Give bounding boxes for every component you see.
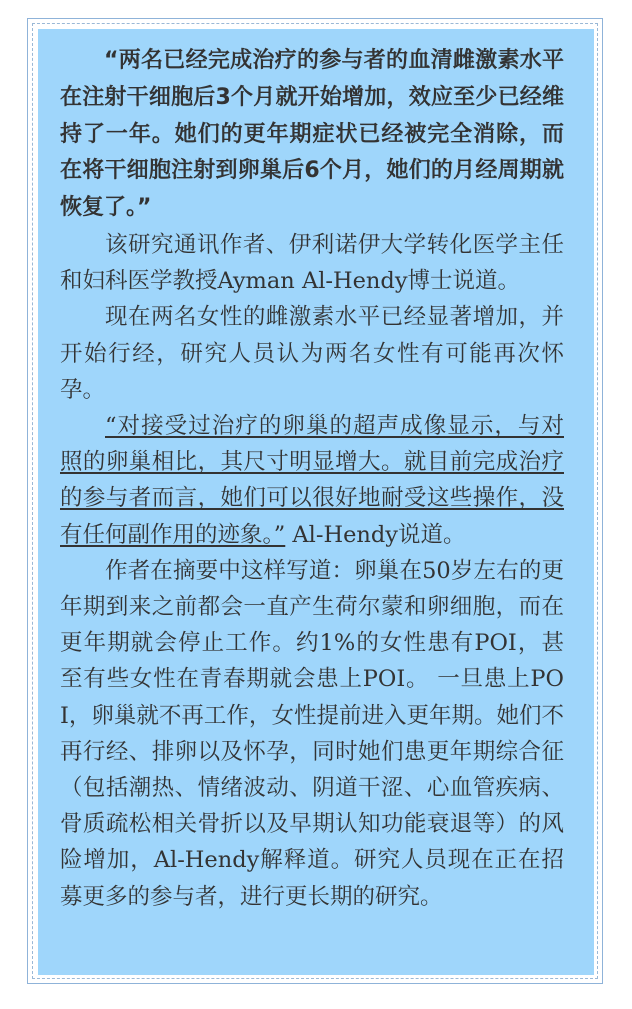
estrogen-paragraph: 现在两名女性的雌激素水平已经显著增加，并开始行经，研究人员认为两名女性有可能再次怀孕。 [60, 304, 564, 403]
underlined-quote: “对接受过治疗的卵巢的超声成像显示，与对照的卵巢相比，其尺寸明显增大。就目前完成治疗的参与者而言，她们可以很好地耐受这些操作，没有任何副作用的迹象。” [60, 413, 564, 548]
bold-quote-paragraph: “两名已经完成治疗的参与者的血清雌激素水平在注射干细胞后3个月就开始增加，效应至少已经维持了一年。她们的更年期症状已经被完全消除，而在将干细胞注射到卵巢后6个月，她们的月经周期就恢复了。” [60, 48, 564, 221]
article-card [38, 29, 594, 975]
ultrasound-quote-paragraph [60, 408, 564, 553]
quote-attribution-suffix: Al-Hendy说道。 [285, 521, 466, 548]
attribution-paragraph: 该研究通讯作者、伊利诺伊大学转化医学主任和妇科医学教授Ayman Al-Hendy博士说道。 [60, 231, 564, 295]
abstract-paragraph: 作者在摘要中这样写道：卵巢在50岁左右的更年期到来之前都会一直产生荷尔蒙和卵细胞，而在更年期就会停止工作。约1%的女性患有POI，甚至有些女性在青春期就会患上POI。 一旦患上POI，卵巢就不再工作，女性提前进入更年期。她们不再行经、排卵以及怀孕，同时她们患更年期综合征（包括潮热、情绪波动、阴道干涩、心血管疾病、骨质疏松相关骨折以及早期认知功能衰退等）的风险增加，Al-Hendy解释道。研究人员现在正在招募更多的参与者，进行更长期的研究。 [60, 557, 564, 910]
